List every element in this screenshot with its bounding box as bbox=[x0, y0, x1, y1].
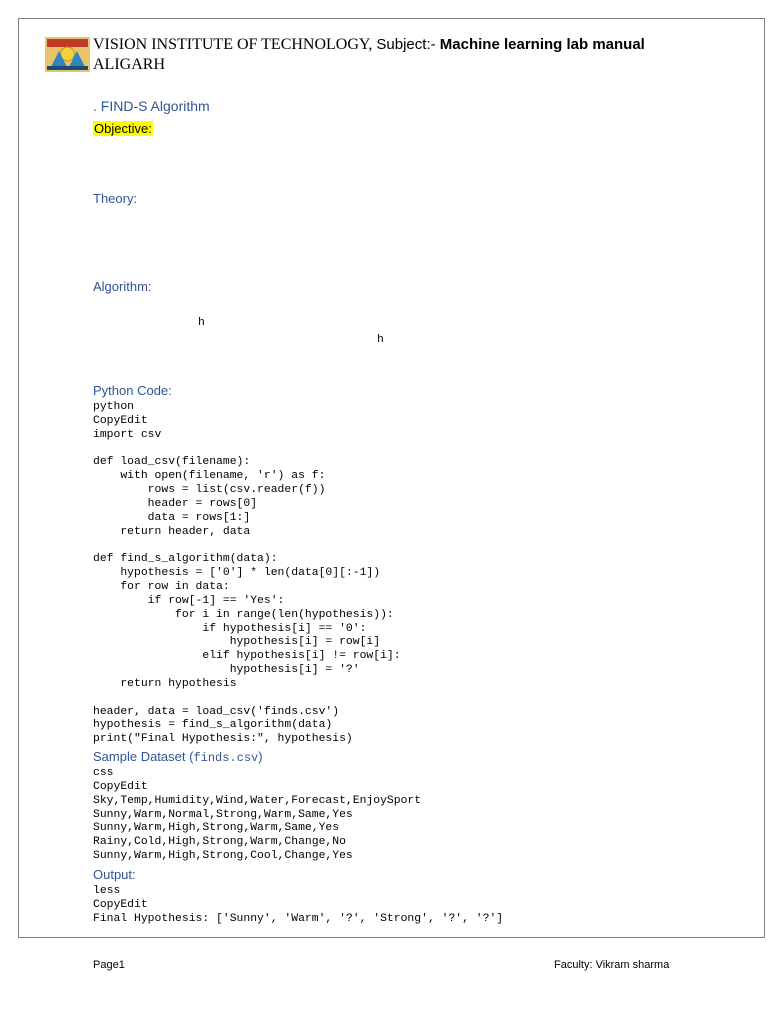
dataset-label-suffix: ) bbox=[258, 749, 263, 764]
output-label: Output: bbox=[93, 867, 136, 882]
section-title: . FIND-S Algorithm bbox=[93, 98, 210, 114]
header-title bbox=[93, 35, 645, 75]
institute-logo-icon bbox=[45, 37, 90, 72]
algorithm-symbol-h2: h bbox=[377, 334, 384, 346]
institute-city: ALIGARH bbox=[93, 56, 165, 73]
theory-label: Theory: bbox=[93, 191, 138, 206]
algorithm-symbol-h1: h bbox=[198, 317, 205, 329]
institute-name: VISION INSTITUTE OF TECHNOLOGY, bbox=[93, 36, 373, 53]
algorithm-label: Algorithm: bbox=[93, 279, 152, 294]
dataset-label bbox=[93, 749, 263, 765]
subject-name: Machine learning lab manual bbox=[439, 36, 645, 53]
dataset-label-prefix: Sample Dataset ( bbox=[93, 749, 194, 764]
python-code-label: Python Code: bbox=[93, 383, 172, 398]
dataset-code-block: css CopyEdit Sky,Temp,Humidity,Wind,Water,Forecast,EnjoySport Sunny,Warm,Normal,Strong,Warm,Same,Yes Sunny,Warm,High,Strong,Warm,Same,Yes Rainy,Cold,High,Strong,Warm,Change,No Sunny,Warm,High,Strong,Cool,Change,Yes bbox=[93, 767, 422, 863]
objective-label: Objective: bbox=[94, 121, 152, 136]
footer-faculty: Faculty: Vikram sharma bbox=[554, 959, 670, 971]
subject-prefix: Subject:- bbox=[376, 36, 436, 53]
python-code-block: python CopyEdit import csv def load_csv(filename): with open(filename, 'r') as f: rows = list(csv.reader(f)) header = rows[0] data = rows[1:] return header, data def find_s_algorithm(data): hypothesis = ['0'] * len(data[0][:-1]) for row in data: if row[-1] == 'Yes': for i in range(len(hypothesis)): if hypothesis[i] == '0': hypothesis[i] = row[i] elif hypothesis[i] != row[i]: hypothesis[i] = '?' return hypothesis header, data = load_csv('finds.csv') hypothesis = find_s_algorithm(data) print("Final Hypothesis:", hypothesis) bbox=[93, 401, 401, 746]
subject-line bbox=[376, 36, 644, 53]
output-code-block: less CopyEdit Final Hypothesis: ['Sunny', 'Warm', '?', 'Strong', '?', '?'] bbox=[93, 885, 504, 925]
footer-page-number: Page1 bbox=[93, 959, 125, 971]
dataset-filename: finds.csv bbox=[193, 751, 259, 765]
